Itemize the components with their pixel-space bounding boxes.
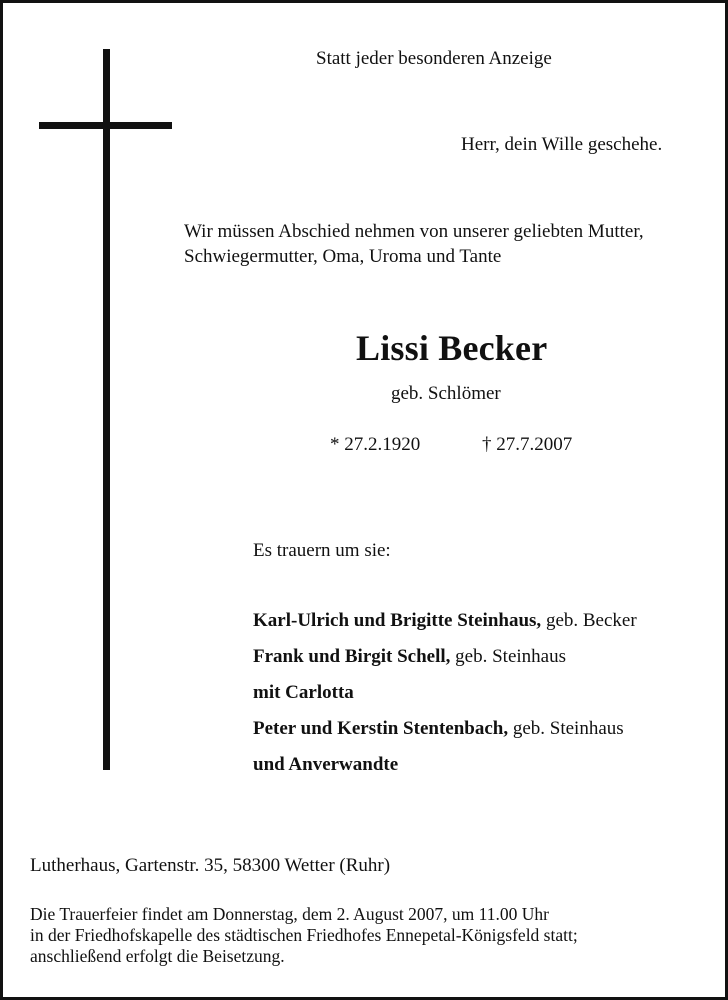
mourning-intro: Es trauern um sie:: [253, 540, 391, 561]
cross-icon-beam: [39, 122, 172, 129]
farewell-intro-line: Wir müssen Abschied nehmen von unserer geliebten Mutter,: [184, 221, 644, 242]
mourner-name: Karl-Ulrich und Brigitte Steinhaus,: [253, 610, 542, 631]
mourner-entry: [253, 675, 637, 711]
bible-verse: Herr, dein Wille geschehe.: [461, 134, 663, 155]
mourner-name: mit Carlotta: [253, 682, 354, 703]
farewell-intro: [184, 219, 644, 269]
death-date: † 27.7.2007: [482, 434, 573, 455]
address: Lutherhaus, Gartenstr. 35, 58300 Wetter (Ruhr): [30, 855, 391, 876]
service-line: Die Trauerfeier findet am Donnerstag, dem 2. August 2007, um 11.00 Uhr: [30, 904, 549, 924]
mourner-entry: [253, 639, 637, 675]
mourner-entry: [253, 603, 637, 639]
mourner-name: Frank und Birgit Schell,: [253, 646, 451, 667]
deceased-name: Lissi Becker: [356, 328, 548, 368]
mourner-birth-name: geb. Steinhaus: [508, 718, 624, 739]
farewell-intro-line: Schwiegermutter, Oma, Uroma und Tante: [184, 246, 502, 267]
mourner-entry: [253, 711, 637, 747]
mourners-list: [253, 603, 637, 783]
funeral-service-info: [30, 904, 710, 967]
header-note: Statt jeder besonderen Anzeige: [316, 48, 552, 69]
mourner-name: und Anverwandte: [253, 754, 399, 775]
maiden-name: geb. Schlömer: [391, 383, 501, 404]
mourner-birth-name: geb. Steinhaus: [450, 646, 566, 667]
service-line: in der Friedhofskapelle des städtischen Friedhofes Ennepetal-Königsfeld statt;: [30, 925, 578, 945]
service-line: anschließend erfolgt die Beisetzung.: [30, 946, 285, 966]
mourner-birth-name: geb. Becker: [541, 610, 637, 631]
mourner-entry: [253, 747, 637, 783]
mourner-name: Peter und Kerstin Stentenbach,: [253, 718, 509, 739]
cross-icon: [103, 49, 110, 770]
birth-date: * 27.2.1920: [330, 434, 421, 455]
